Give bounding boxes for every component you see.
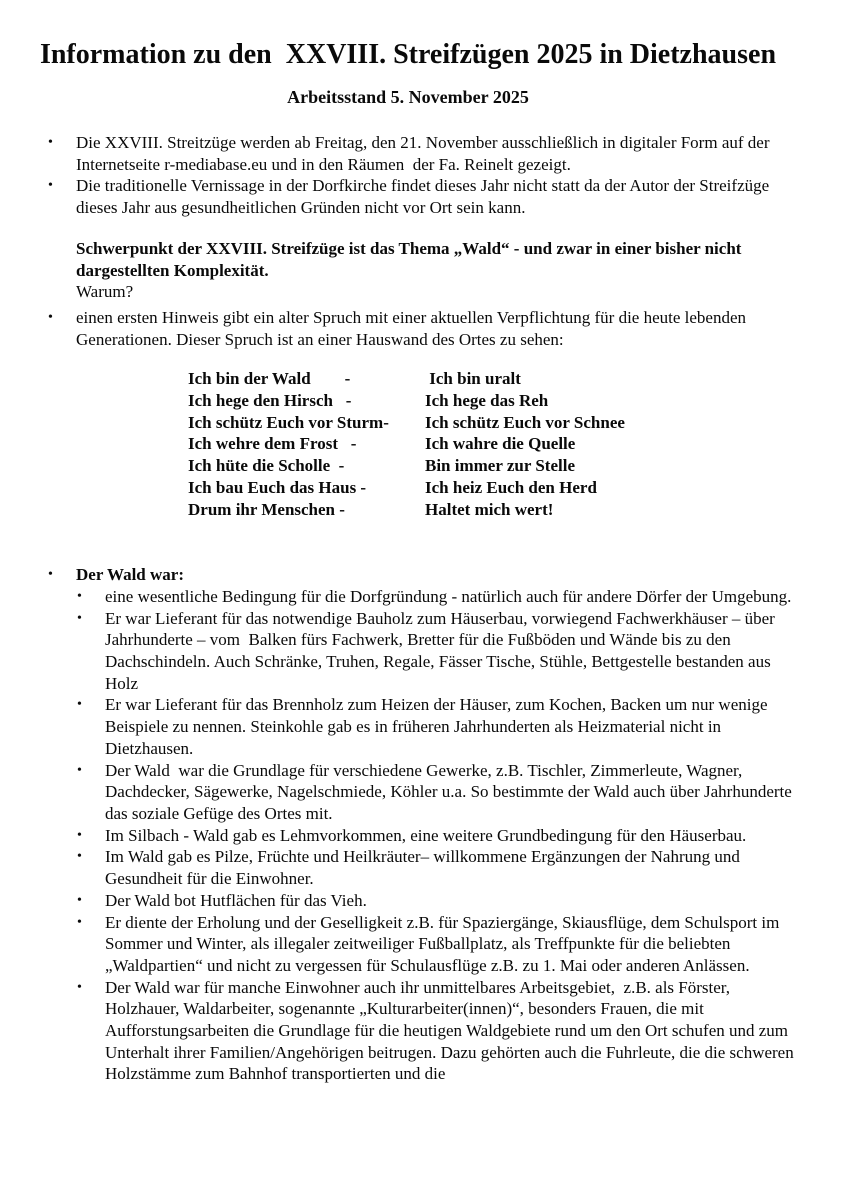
wald-item <box>77 846 794 889</box>
wald-section <box>0 564 844 1085</box>
poem-left-verse: Ich hege den Hirsch - <box>188 391 352 411</box>
poem-line <box>188 412 844 434</box>
wald-item <box>77 760 797 825</box>
poem-line <box>188 455 844 477</box>
poem-left-verse: Drum ihr Menschen - <box>188 499 345 519</box>
wald-item-text: Der Wald war für manche Einwohner auch ihr unmittelbares Arbeitsgebiet, z.B. als Förster, Holzhauer, Waldarbeiter, sogenannte „Kulturarbeiter(innen)“, besonders Frauen, die mit Aufforstungsarbeiten die Grundlage für die heutigen Waldgebiete rund um den Ort schufen und zum Unterhalt ihrer Familien/Angehörigen beitrugen. Dazu gehörten auch die Fuhrleute, die die schweren Holzstämme zum Bahnhof transportierten und die <box>105 977 798 1084</box>
bullet-marker: • <box>77 697 82 713</box>
wald-item-text: Der Wald bot Hutflächen für das Vieh. <box>105 890 367 910</box>
poem-right-verse: Haltet mich wert! <box>425 499 554 519</box>
wald-item <box>77 825 794 847</box>
poem-right-verse: Ich schütz Euch vor Schnee <box>425 412 625 432</box>
intro-bullet <box>48 175 794 218</box>
poem-line <box>188 433 844 455</box>
wald-item <box>77 694 794 759</box>
poem-line <box>188 499 844 521</box>
poem-line <box>188 477 844 499</box>
poem-right-verse: Ich wahre die Quelle <box>425 434 576 454</box>
wald-item <box>77 608 794 695</box>
wald-item <box>77 977 798 1086</box>
wald-item-text: Er war Lieferant für das notwendige Bauholz zum Häuserbau, vorwiegend Fachwerkhäuser – über Jahrhunderte – vom Balken fürs Fachwerk, Bretter für die Fußböden und Wände bis zu den Dachschindeln. Auch Schränke, Truhen, Regale, Fässer Tische, Stühle, Bettgestelle bestanden aus Holz <box>105 608 780 693</box>
bullet-marker: • <box>48 567 53 583</box>
wald-item-text: Er diente der Erholung und der Geselligkeit z.B. für Spaziergänge, Skiausflüge, dem Schulsport im Sommer und Winter, als illegaler zeitweiliger Fußballplatz, als Treffpunkte für die beliebten „Waldpartien“ und nicht zu vergessen für Schulausflüge z.B. zu 1. Mai oder anderen Anlässen. <box>105 912 784 975</box>
bullet-marker: • <box>77 610 82 626</box>
wald-item <box>77 912 794 977</box>
wald-heading: Der Wald war: <box>76 565 184 585</box>
bullet-marker: • <box>77 979 82 995</box>
focus-question: Warum? <box>76 282 134 302</box>
wald-item-text: Im Wald gab es Pilze, Früchte und Heilkräuter– willkommene Ergänzungen der Nahrung und Gesundheit für die Einwohner. <box>105 847 745 889</box>
poem-left-verse: Ich bau Euch das Haus - <box>188 477 367 497</box>
hint-bullet-text: einen ersten Hinweis gibt ein alter Spruch mit einer aktuellen Verpflichtung für die heute lebenden Generationen. Dieser Spruch ist an einer Hauswand des Ortes zu sehen: <box>76 307 751 349</box>
wald-item <box>77 586 794 608</box>
intro-bullet <box>48 132 794 175</box>
bullet-marker: • <box>48 178 53 194</box>
bullet-marker: • <box>77 588 82 604</box>
poem-right-verse: Ich hege das Reh <box>425 391 549 411</box>
bullet-marker: • <box>77 849 82 865</box>
poem-left-verse: Ich schütz Euch vor Sturm- <box>188 412 389 432</box>
poem-right-verse: Ich heiz Euch den Herd <box>425 477 597 497</box>
hint-bullet <box>48 307 794 350</box>
bullet-marker: • <box>48 309 53 325</box>
document-header <box>0 38 844 108</box>
poem-right-verse: Bin immer zur Stelle <box>425 456 575 476</box>
poem-right-verse: Ich bin uralt <box>425 369 521 389</box>
bullet-marker: • <box>77 892 82 908</box>
wald-heading-bullet <box>48 564 794 586</box>
bullet-marker: • <box>77 762 82 778</box>
document-subtitle: Arbeitsstand 5. November 2025 <box>287 87 529 107</box>
intro-bullet-text: Die XXVIII. Streitzüge werden ab Freitag, den 21. November ausschließlich in digitaler Form auf der Internetseite r-mediabase.eu und in den Räumen der Fa. Reinelt gezeigt. <box>76 133 774 174</box>
wald-item-text: Der Wald war die Grundlage für verschiedene Gewerke, z.B. Tischler, Zimmerleute, Wagner, Dachdecker, Sägewerke, Nagelschmiede, Köhler u.a. So bestimmte der Wald auch über Jahrhunderte das soziale Gefüge des Ortes mit. <box>105 760 797 823</box>
wald-item <box>77 890 794 912</box>
wald-item-text: Er war Lieferant für das Brennholz zum Heizen der Häuser, zum Kochen, Backen um nur wenige Beispiele zu nennen. Steinkohle gab es in früheren Jahrhunderten als Heizmaterial nicht in Dietzhausen. <box>105 695 772 758</box>
bullet-marker: • <box>77 914 82 930</box>
poem-line <box>188 390 844 412</box>
wald-item-text: Im Silbach - Wald gab es Lehmvorkommen, eine weitere Grundbedingung für den Häuserbau. <box>105 825 747 845</box>
poem-left-verse: Ich bin der Wald - <box>188 369 351 389</box>
focus-block <box>76 238 794 303</box>
wall-poem <box>188 368 844 520</box>
poem-left-verse: Ich wehre dem Frost - <box>188 434 357 454</box>
bullet-marker: • <box>48 135 53 150</box>
wald-item-text: eine wesentliche Bedingung für die Dorfgründung - natürlich auch für andere Dörfer der Umgebung. <box>105 586 792 606</box>
poem-left-verse: Ich hüte die Scholle - <box>188 456 345 476</box>
poem-line <box>188 368 844 390</box>
bullet-marker: • <box>77 827 82 843</box>
focus-statement: Schwerpunkt der XXVIII. Streifzüge ist das Thema „Wald“ - und zwar in einer bisher nicht dargestellten Komplexität. <box>76 238 746 280</box>
intro-bullet-list <box>0 132 844 219</box>
intro-bullet-text: Die traditionelle Vernissage in der Dorfkirche findet dieses Jahr nicht statt da der Autor der Streifzüge dieses Jahr aus gesundheitlichen Gründen nicht vor Ort sein kann. <box>76 176 774 218</box>
document-title: Information zu den XXVIII. Streifzügen 2025 in Dietzhausen <box>39 39 777 70</box>
